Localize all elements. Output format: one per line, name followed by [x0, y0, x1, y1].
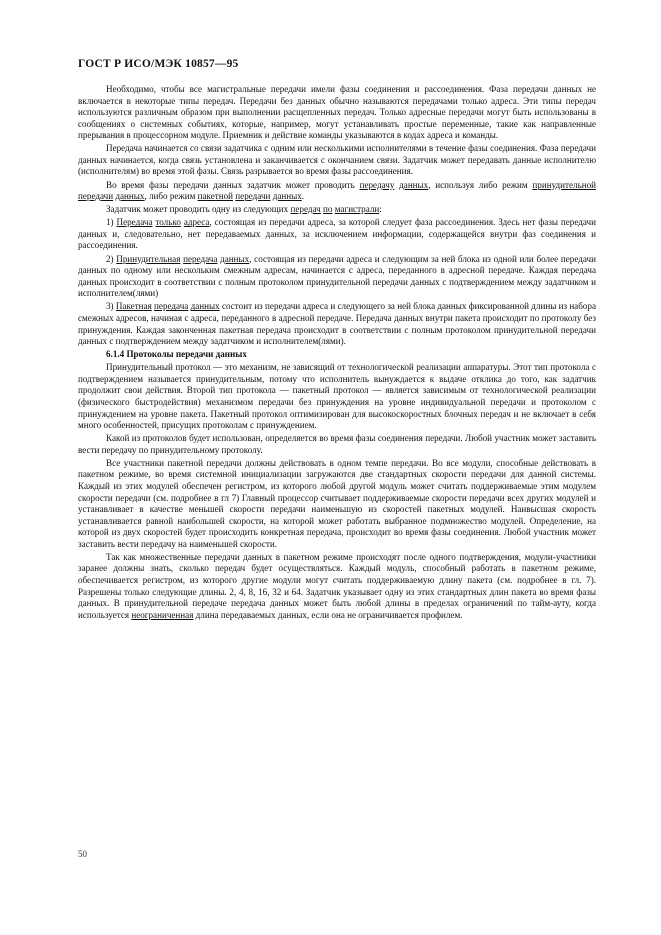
text-run: Так как множественные передачи данных в пакетном режиме происходят после одного подтверждения, модули-участники заранее должны знать, сколько передач будет осуществляться. Каждый модуль, способный работать в пакетном режиме, обеспечивается регистром, из которого другие модули могут считать поддерживаемую длину пакета (см. подробнее в гл. 7). Разрешены только следующие длины. 2, 4, 8, 16, 32 и 64. Задатчик указывает одну из этих стандартных длин пакета во время фазы данных. В принудительной передаче передача данных может быть любой длины в пределах ограничений по тайм-ауту, когда используется [78, 551, 596, 620]
underlined-term: адреса [183, 217, 210, 228]
underlined-term: магистрали [334, 204, 380, 215]
paragraph [78, 204, 596, 216]
underlined-term: передачи [78, 191, 114, 202]
paragraph [78, 552, 596, 621]
paragraph [78, 362, 596, 431]
underlined-term: данных [190, 301, 220, 312]
paragraph [78, 433, 596, 456]
underlined-term: передача [183, 253, 218, 264]
underlined-term: передачи [235, 191, 271, 202]
underlined-term: принудительной [532, 179, 597, 190]
text-run: , состоящая из передачи адреса, за которой следует фаза рассоединения. Здесь нет фазы передачи данных и, следовательно, нет передаваемых данных, за исключением информации, содержащейся внутри фаз соединения и рассоединения. [78, 217, 596, 251]
text-run: . [301, 191, 305, 202]
text-run: Принудительный протокол — это механизм, не зависящий от технологической реализации аппаратуры. Этот тип протокола с подтверждением называется принудительным, потому что исполнитель вынуждается к выдаче отклика до того, как задатчик продолжит свои действия. Второй тип протокола — пакетный протокол — является зависимым от технологической реализации (физического быстродействия) механизмом передачи без принуждения на уровне индивидуальной передачи и протоколом с принуждением на уровне пакета. Пакетный протокол оптимизирован для высокоскоростных блочных передач и не включает в себя много особенностей, присущих протоколам с принуждением. [78, 362, 596, 431]
document-body [78, 84, 596, 621]
underlined-term: Пакетная [115, 301, 152, 312]
underlined-term: передач [290, 204, 321, 215]
paragraph [78, 458, 596, 550]
paragraph [78, 180, 596, 203]
text-run: Передача начинается со связи задатчика с одним или несколькими исполнителями в течение фазы соединения. Фаза передачи данных начинается, когда связь установлена и заканчивается с окончанием связи. Задатчик может передавать данные исполнителю (исполнителям) во время этой фазы. Связь разрывается во время фазы рассоединения. [78, 143, 596, 177]
underlined-term: Передача [116, 217, 153, 228]
text-run: : [379, 204, 382, 215]
standard-header: ГОСТ Р ИСО/МЭК 10857—95 [78, 58, 239, 70]
text-run: , либо режим [144, 191, 198, 202]
underlined-term: Принудительная [116, 253, 181, 264]
text-run: Какой из протоколов будет использован, определяется во время фазы соединения передачи. Любой участник может заставить вести передачу по принудительному протоколу. [78, 433, 596, 455]
underlined-term: данных [399, 179, 429, 190]
text-run: 1) [106, 217, 117, 228]
text-run: Задатчик может проводить одну из следующих [106, 204, 291, 215]
paragraph [78, 349, 596, 361]
text-run: Необходимо, чтобы все магистральные передачи имели фазы соединения и рассоединения. Фаза передачи данных не включается в некоторые типы передач. Передачи без данных обычно называются передачами только адреса. Эти типы передач используются различным образом при выполнении расщепленных передач. Только адресные передачи могут быть использованы в сообщениях о системных событиях, которые, например, могут устанавливать простые переменные, такие как направленные прерывания в процессорном модуле. Приемник и действие команды указываются в кодах адреса и команды. [78, 84, 596, 141]
paragraph [78, 143, 596, 178]
paragraph [78, 84, 596, 142]
underlined-term: по [323, 204, 333, 215]
underlined-term: данных [220, 253, 250, 264]
underlined-term: только [155, 217, 181, 228]
underlined-term: данных [272, 191, 302, 202]
text-run: , состоящая из передачи адреса и следующим за ней блока из одной или более передачи данных по одному или нескольким смежным адресам, начинается с адреса, переданного в адресной передаче. Каждая передача данных происходит в соответствии с полным протоколом принудительной передачи данных с подтверждением между задатчиком и исполнителем(лями) [78, 253, 596, 299]
underlined-term: передача [154, 301, 189, 312]
text-run: 2) [106, 253, 117, 264]
text-run: Во время фазы передачи данных задатчик может проводить [106, 179, 360, 190]
text-run: 6.1.4 Протоколы передачи данных [106, 349, 247, 360]
text-run: , используя либо режим [428, 179, 533, 190]
underlined-term: передачу [359, 179, 395, 190]
page-number: 50 [78, 849, 87, 859]
text-run: состоит из передачи адреса и следующего за ней блока данных фиксированной длины из набора смежных адресов, начиная с адреса, переданного в адресной передаче. Передача данных внутри пакета происходит по протоколу без принуждения. Каждая законченная пакетная передача происходит в соответствии с полным протоколом принудительной передачи данных с подтверждением между задатчиком и исполнителем(лями). [78, 301, 596, 347]
text-run: длина передаваемых данных, если она не ограничивается профилем. [193, 609, 463, 620]
underlined-term: неограниченная [131, 609, 194, 620]
underlined-term: данных [115, 191, 145, 202]
text-run: Все участники пакетной передачи должны действовать в одном темпе передачи. Во все модули, способные действовать в пакетном режиме, во время системной инициализации загружаются две стандартных скорости передачи для данной системы. Каждый из этих модулей обеспечен регистром, из которого любой другой модуль может считать поддерживаемые этим модулем скорости передачи (см. подробнее в гл 7) Главный процессор считывает поддерживаемые скорости передачи всех других модулей и устанавливает в качестве меньшей скорости передачи наименьшую из скоростей пакетных модулей. Наивысшая скорость устанавливается равной наибольшей скорости, на которой может работать выбранное подмножество модулей. Определение, на которой из двух скоростей будет происходить конкретная передача, происходит во время фазы соединения. Любой участник может заставить вести передачу на наименьшей скорости. [78, 457, 596, 549]
text-run: 3) [106, 301, 116, 312]
underlined-term: пакетной [197, 191, 234, 202]
paragraph [78, 217, 596, 252]
paragraph [78, 254, 596, 300]
paragraph [78, 301, 596, 347]
